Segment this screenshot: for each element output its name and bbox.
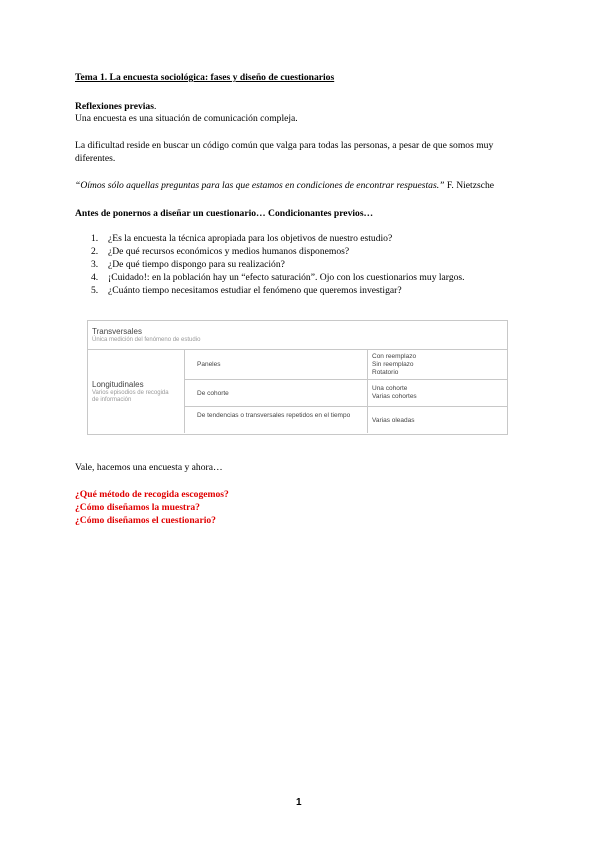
table-cell-detail: Varias cohortes bbox=[372, 393, 417, 400]
list-item-number: 1. bbox=[91, 233, 99, 244]
table-divider bbox=[367, 350, 368, 433]
list-item-number: 3. bbox=[91, 259, 99, 270]
table-cell-type: De cohorte bbox=[197, 390, 229, 397]
question-method: ¿Qué método de recogida escogemos? bbox=[75, 489, 229, 500]
longitudinales-heading: Longitudinales bbox=[92, 380, 144, 389]
paragraph-1: Una encuesta es una situación de comunicación compleja. bbox=[75, 113, 298, 124]
table-cell-detail: Una cohorte bbox=[372, 385, 408, 392]
survey-types-table bbox=[87, 320, 508, 435]
list-item-number: 4. bbox=[91, 272, 99, 283]
page-number: 1 bbox=[296, 797, 302, 808]
table-divider bbox=[185, 406, 507, 407]
quote-author: F. Nietzsche bbox=[444, 180, 495, 191]
question-questionnaire: ¿Cómo diseñamos el cuestionario? bbox=[75, 515, 216, 526]
vale-line: Vale, hacemos una encuesta y ahora… bbox=[75, 462, 223, 473]
reflexiones-heading: Reflexiones previas bbox=[75, 101, 154, 112]
document-title: Tema 1. La encuesta sociológica: fases y diseño de cuestionarios bbox=[75, 72, 335, 83]
table-divider bbox=[185, 379, 507, 380]
table-cell-detail: Con reemplazo bbox=[372, 353, 417, 360]
list-item: ¿Cuánto tiempo necesitamos estudiar el fenómeno que queremos investigar? bbox=[108, 285, 402, 296]
table-row-transversales bbox=[88, 321, 507, 350]
question-sample: ¿Cómo diseñamos la muestra? bbox=[75, 502, 200, 513]
table-cell-detail: Rotatorio bbox=[372, 369, 399, 376]
antes-heading: Antes de ponernos a diseñar un cuestionario… Condicionantes previos… bbox=[75, 208, 374, 219]
longitudinales-cell bbox=[88, 350, 185, 433]
list-item: ¿De qué recursos económicos y medios humanos disponemos? bbox=[108, 246, 350, 257]
nietzsche-quote: “Oímos sólo aquellas preguntas para las que estamos en condiciones de encontrar respuestas.” bbox=[75, 180, 445, 191]
longitudinales-subtitle: Varios episodios de recogida de información bbox=[92, 390, 169, 403]
table-cell-detail: Varias oleadas bbox=[372, 417, 415, 424]
list-item: ¿Es la encuesta la técnica apropiada para los objetivos de nuestro estudio? bbox=[108, 233, 393, 244]
table-cell-detail: Sin reemplazo bbox=[372, 361, 414, 368]
quote-line bbox=[75, 179, 494, 192]
table-cell-type: Paneles bbox=[197, 361, 221, 368]
table-cell-type: De tendencias o transversales repetidos en el tiempo bbox=[197, 412, 351, 419]
list-item: ¿De qué tiempo dispongo para su realización? bbox=[108, 259, 285, 270]
paragraph-2: La dificultad reside en buscar un código común que valga para todas las personas, a pesar de que somos muy diferentes. bbox=[75, 140, 494, 164]
list-item-number: 5. bbox=[91, 285, 99, 296]
list-item-number: 2. bbox=[91, 246, 99, 257]
transversales-subtitle: Única medición del fenómeno de estudio bbox=[92, 337, 201, 343]
transversales-heading: Transversales bbox=[92, 327, 142, 336]
list-item: ¡Cuidado!: en la población hay un “efecto saturación”. Ojo con los cuestionarios muy largos. bbox=[108, 272, 465, 283]
reflexiones-dot: . bbox=[153, 101, 157, 112]
